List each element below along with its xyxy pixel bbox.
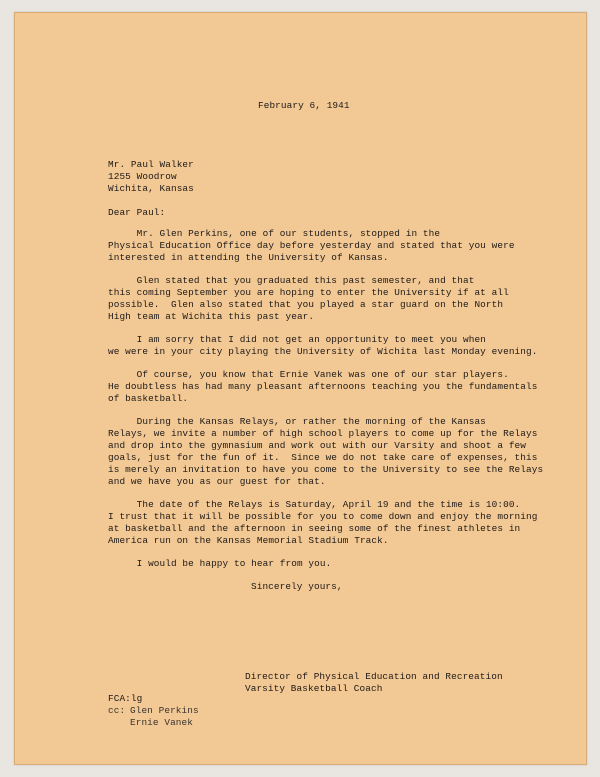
paragraph-line: I am sorry that I did not get an opportunity to meet you when — [108, 334, 486, 345]
cc-name: Ernie Vanek — [130, 717, 193, 728]
paragraph-line: Glen stated that you graduated this past semester, and that — [108, 275, 475, 286]
recipient-city: Wichita, Kansas — [108, 183, 194, 194]
paragraph-line: this coming September you are hoping to enter the University if at all — [108, 287, 509, 298]
paragraph-line: Physical Education Office day before yesterday and stated that you were — [108, 240, 515, 251]
signature-title: Director of Physical Education and Recreation — [245, 671, 503, 682]
typist-initials: FCA:lg — [108, 693, 143, 704]
paragraph-line: possible. Glen also stated that you played a star guard on the North — [108, 299, 504, 310]
salutation: Dear Paul: — [108, 207, 166, 218]
paragraph-line: Mr. Glen Perkins, one of our students, stopped in the — [108, 228, 441, 239]
paragraph-line: I trust that it will be possible for you to come down and enjoy the morning — [108, 511, 538, 522]
paragraph-line: and drop into the gymnasium and work out with our Varsity and shoot a few — [108, 440, 526, 451]
paragraph-line: interested in attending the University of Kansas. — [108, 252, 389, 263]
paragraph-line: Relays, we invite a number of high school players to come up for the Relays — [108, 428, 538, 439]
paragraph-line: America run on the Kansas Memorial Stadium Track. — [108, 535, 389, 546]
paragraph-line: He doubtless has had many pleasant afternoons teaching you the fundamentals — [108, 381, 538, 392]
paragraph-line: High team at Wichita this past year. — [108, 311, 315, 322]
paragraph-line: Of course, you know that Ernie Vanek was one of our star players. — [108, 369, 509, 380]
signature-title: Varsity Basketball Coach — [245, 683, 383, 694]
paragraph-line: is merely an invitation to have you come to the University to see the Relays — [108, 464, 544, 475]
paragraph-line: goals, just for the fun of it. Since we do not take care of expenses, this — [108, 452, 538, 463]
paragraph-line: of basketball. — [108, 393, 189, 404]
closing: Sincerely yours, — [251, 581, 343, 592]
recipient-name: Mr. Paul Walker — [108, 159, 194, 170]
paragraph-line: at basketball and the afternoon in seeing some of the finest athletes in — [108, 523, 521, 534]
paragraph-line: I would be happy to hear from you. — [108, 558, 332, 569]
recipient-street: 1255 Woodrow — [108, 171, 177, 182]
cc-name: Glen Perkins — [130, 705, 199, 716]
paragraph-line: and we have you as our guest for that. — [108, 476, 326, 487]
paragraph-line: During the Kansas Relays, or rather the morning of the Kansas — [108, 416, 486, 427]
paragraph-line: The date of the Relays is Saturday, April 19 and the time is 10:00. — [108, 499, 521, 510]
letter-date: February 6, 1941 — [258, 100, 350, 111]
cc-label: cc: — [108, 705, 126, 716]
paragraph-line: we were in your city playing the University of Wichita last Monday evening. — [108, 346, 538, 357]
